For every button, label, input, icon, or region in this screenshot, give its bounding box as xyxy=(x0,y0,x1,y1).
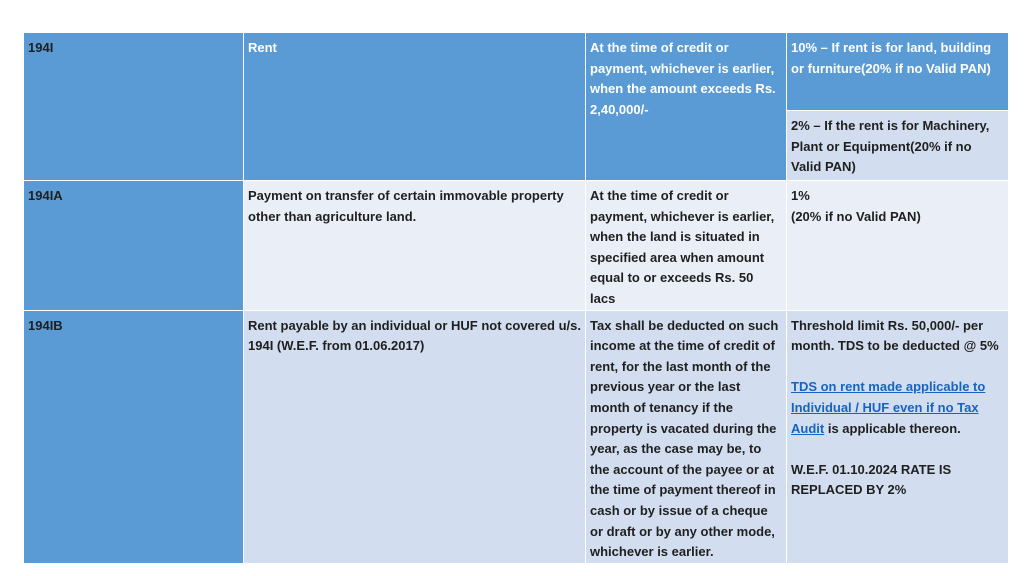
rate-cell xyxy=(787,33,1009,111)
rate-cell xyxy=(787,310,1009,563)
nature-cell xyxy=(244,181,586,311)
tds-on-rent-link[interactable]: TDS on rent made applicable to Individual / HUF even if no Tax Audit xyxy=(791,379,986,436)
rate-note: (20% if no Valid PAN) xyxy=(791,208,921,224)
section-cell xyxy=(24,33,244,181)
rate-text: 10% – If rent is for land, building or furniture(20% if no Valid PAN) xyxy=(791,40,992,76)
rate-cell xyxy=(787,111,1009,181)
table-row-194ib xyxy=(24,310,1009,563)
rate-text: 1% xyxy=(791,188,810,203)
section-cell xyxy=(24,310,244,563)
tds-table xyxy=(23,32,1009,564)
nature-text: Rent payable by an individual or HUF not covered u/s. 194I (W.E.F. from 01.06.2017) xyxy=(248,317,582,354)
time-cell xyxy=(586,181,787,311)
section-code: 194IA xyxy=(28,188,63,203)
time-text: Tax shall be deducted on such income at the time of credit of rent, for the last month of the previous year or the last month of tenancy if the property is vacated during the year, as the case may be, to the account of the payee or at the time of payment thereof in cash or by issue of a cheque or draft or by any other mode, whichever is earlier. xyxy=(590,317,779,560)
nature-cell xyxy=(244,33,586,181)
time-text: At the time of credit or payment, whichever is earlier, when the land is situated in specified area when amount equal to or exceeds Rs. 50 lacs xyxy=(590,188,775,306)
spacer xyxy=(791,357,1004,378)
table-row-194ia xyxy=(24,181,1009,311)
link-suffix: is applicable thereon. xyxy=(824,420,961,436)
threshold-text: Threshold limit Rs. 50,000/- per month. TDS to be deducted @ 5% xyxy=(791,317,999,354)
time-text: At the time of credit or payment, whichever is earlier, when the amount exceeds Rs. 2,40,000/- xyxy=(590,40,776,117)
time-cell xyxy=(586,33,787,181)
nature-text: Rent xyxy=(248,40,277,55)
section-cell xyxy=(24,181,244,311)
nature-cell xyxy=(244,310,586,563)
rate-text: 2% – If the rent is for Machinery, Plant or Equipment(20% if no Valid PAN) xyxy=(791,118,990,175)
nature-text: Payment on transfer of certain immovable property other than agriculture land. xyxy=(248,188,564,224)
applicability-note xyxy=(791,377,1004,439)
section-code: 194I xyxy=(28,40,54,55)
time-cell xyxy=(586,310,787,563)
wef-note: W.E.F. 01.10.2024 RATE IS REPLACED BY 2% xyxy=(791,461,952,498)
spacer xyxy=(791,439,1004,460)
rate-cell xyxy=(787,181,1009,311)
table-row-194i xyxy=(24,33,1009,111)
section-code: 194IB xyxy=(28,317,63,333)
